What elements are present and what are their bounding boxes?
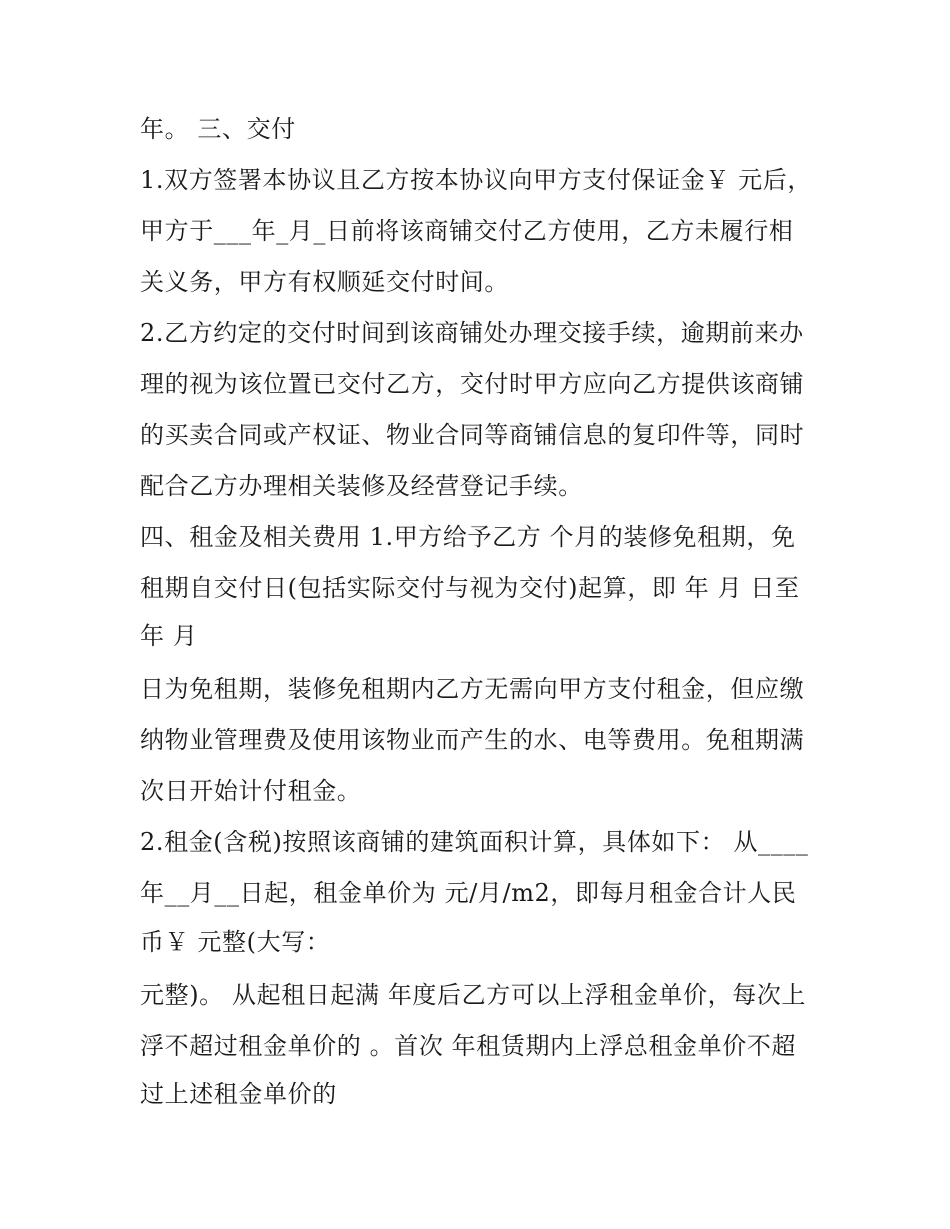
text-line: 元整)。 从起租日起满 年度后乙方可以上浮租金单价，每次上 — [140, 981, 807, 1009]
text-line: 日为免租期，装修免租期内乙方无需向甲方支付租金，但应缴 — [140, 675, 805, 703]
text-line: 1.双方签署本协议且乙方按本协议向甲方支付保证金￥ 元后， — [140, 166, 812, 194]
text-line: 年__月__日起，租金单价为 元/月/m2，即每月租金合计人民 — [140, 879, 797, 907]
text-line: 四、租金及相关费用 1.甲方给予乙方 个月的装修免租期，免 — [140, 523, 796, 551]
text-line: 年 月 — [140, 622, 198, 650]
text-line: 次日开始计付租金。 — [140, 777, 362, 805]
text-line: 年。 三、交付 — [140, 115, 296, 143]
text-line: 理的视为该位置已交付乙方，交付时甲方应向乙方提供该商铺 — [140, 370, 805, 398]
text-line: 甲方于___年_月_日前将该商铺交付乙方使用，乙方未履行相 — [140, 217, 794, 245]
text-line: 租期自交付日(包括实际交付与视为交付)起算，即 年 月 日至 — [140, 574, 800, 602]
text-line: 配合乙方办理相关装修及经营登记手续。 — [140, 472, 583, 500]
text-line: 2.乙方约定的交付时间到该商铺处办理交接手续，逾期前来办 — [140, 319, 804, 347]
text-line: 2.租金(含税)按照该商铺的建筑面积计算，具体如下： 从____ — [140, 828, 809, 856]
text-line: 纳物业管理费及使用该物业而产生的水、电等费用。免租期满 — [140, 726, 805, 754]
text-line: 浮不超过租金单价的 。首次 年租赁期内上浮总租金单价不超 — [140, 1032, 797, 1060]
text-line: 的买卖合同或产权证、物业合同等商铺信息的复印件等，同时 — [140, 421, 805, 449]
text-line: 过上述租金单价的 — [140, 1080, 337, 1108]
text-line: 币￥ 元整(大写： — [140, 928, 331, 956]
text-line: 关义务，甲方有权顺延交付时间。 — [140, 268, 509, 296]
